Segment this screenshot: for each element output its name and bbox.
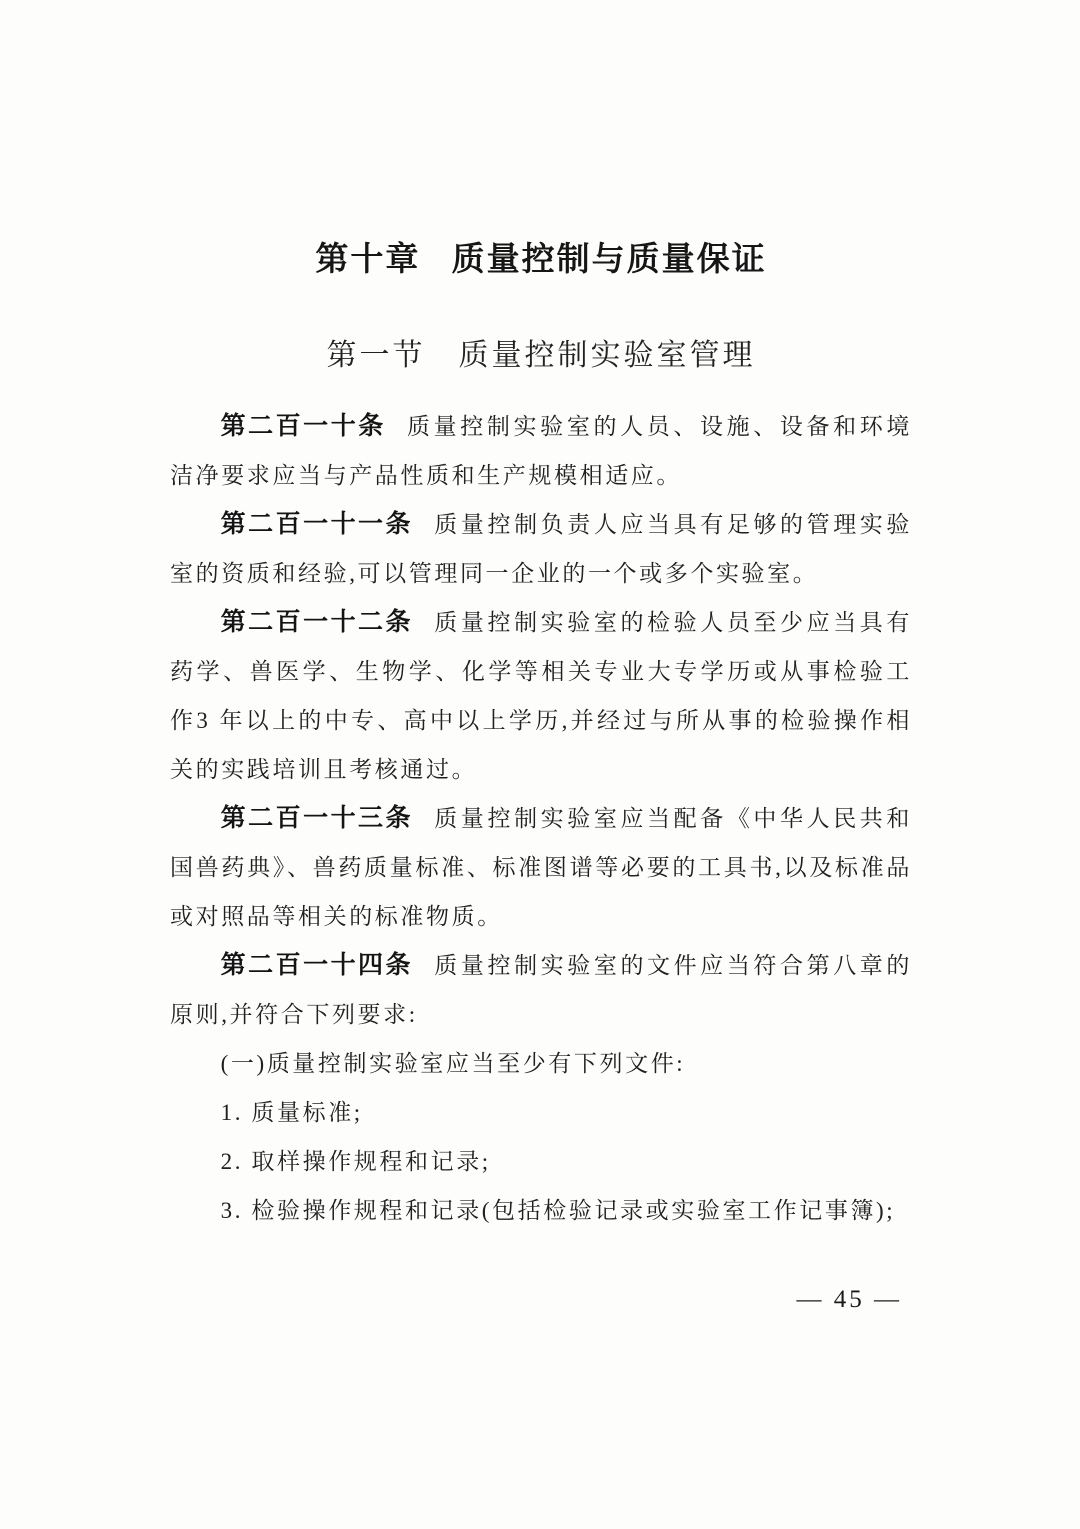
page-number-label: — 45 — [796,1286,902,1313]
list-item-2-text: 2. 取样操作规程和记录; [220,1149,491,1174]
section-heading [170,336,912,376]
article-210-label: 第二百一十条 [220,412,386,440]
list-item-1-text: 1. 质量标准; [220,1100,363,1125]
document-body [170,402,912,1235]
page-number [797,1286,903,1314]
clause-item-1 [170,1039,912,1088]
article-210 [170,402,912,500]
chapter-number: 第十章 [315,240,421,277]
article-210-text: 质量控制实验室的人员、设施、设备和环境洁净要求应当与产品性质和生产规模相适应。 [170,414,912,488]
section-number: 第一节 [326,339,426,372]
article-213-label: 第二百一十三条 [220,804,414,832]
clause-item-1-text: (一)质量控制实验室应当至少有下列文件: [220,1051,686,1076]
list-item-1 [170,1088,912,1137]
chapter-heading [170,238,912,280]
article-212-label: 第二百一十二条 [220,608,414,636]
list-item-3-text: 3. 检验操作规程和记录(包括检验记录或实验室工作记事簿); [220,1198,896,1223]
section-heading-text: 质量控制实验室管理 [458,339,756,372]
article-212 [170,598,912,794]
article-212-text: 质量控制实验室的检验人员至少应当具有药学、兽医学、生物学、化学等相关专业大专学历或从事检验工作3 年以上的中专、高中以上学历,并经过与所从事的检验操作相关的实践培训且考核通过。 [170,610,912,782]
article-211-label: 第二百一十一条 [220,510,414,538]
article-213-text: 质量控制实验室应当配备《中华人民共和国兽药典》、兽药质量标准、标准图谱等必要的工具书,以及标准品或对照品等相关的标准物质。 [170,806,912,929]
article-214-text: 质量控制实验室的文件应当符合第八章的原则,并符合下列要求: [170,953,912,1027]
chapter-heading-text: 质量控制与质量保证 [451,240,767,277]
article-211 [170,500,912,598]
list-item-2 [170,1137,912,1186]
article-213 [170,794,912,941]
article-211-text: 质量控制负责人应当具有足够的管理实验室的资质和经验,可以管理同一企业的一个或多个实验室。 [170,512,912,586]
list-item-3 [170,1186,912,1235]
article-214-label: 第二百一十四条 [220,951,414,979]
article-214 [170,941,912,1039]
